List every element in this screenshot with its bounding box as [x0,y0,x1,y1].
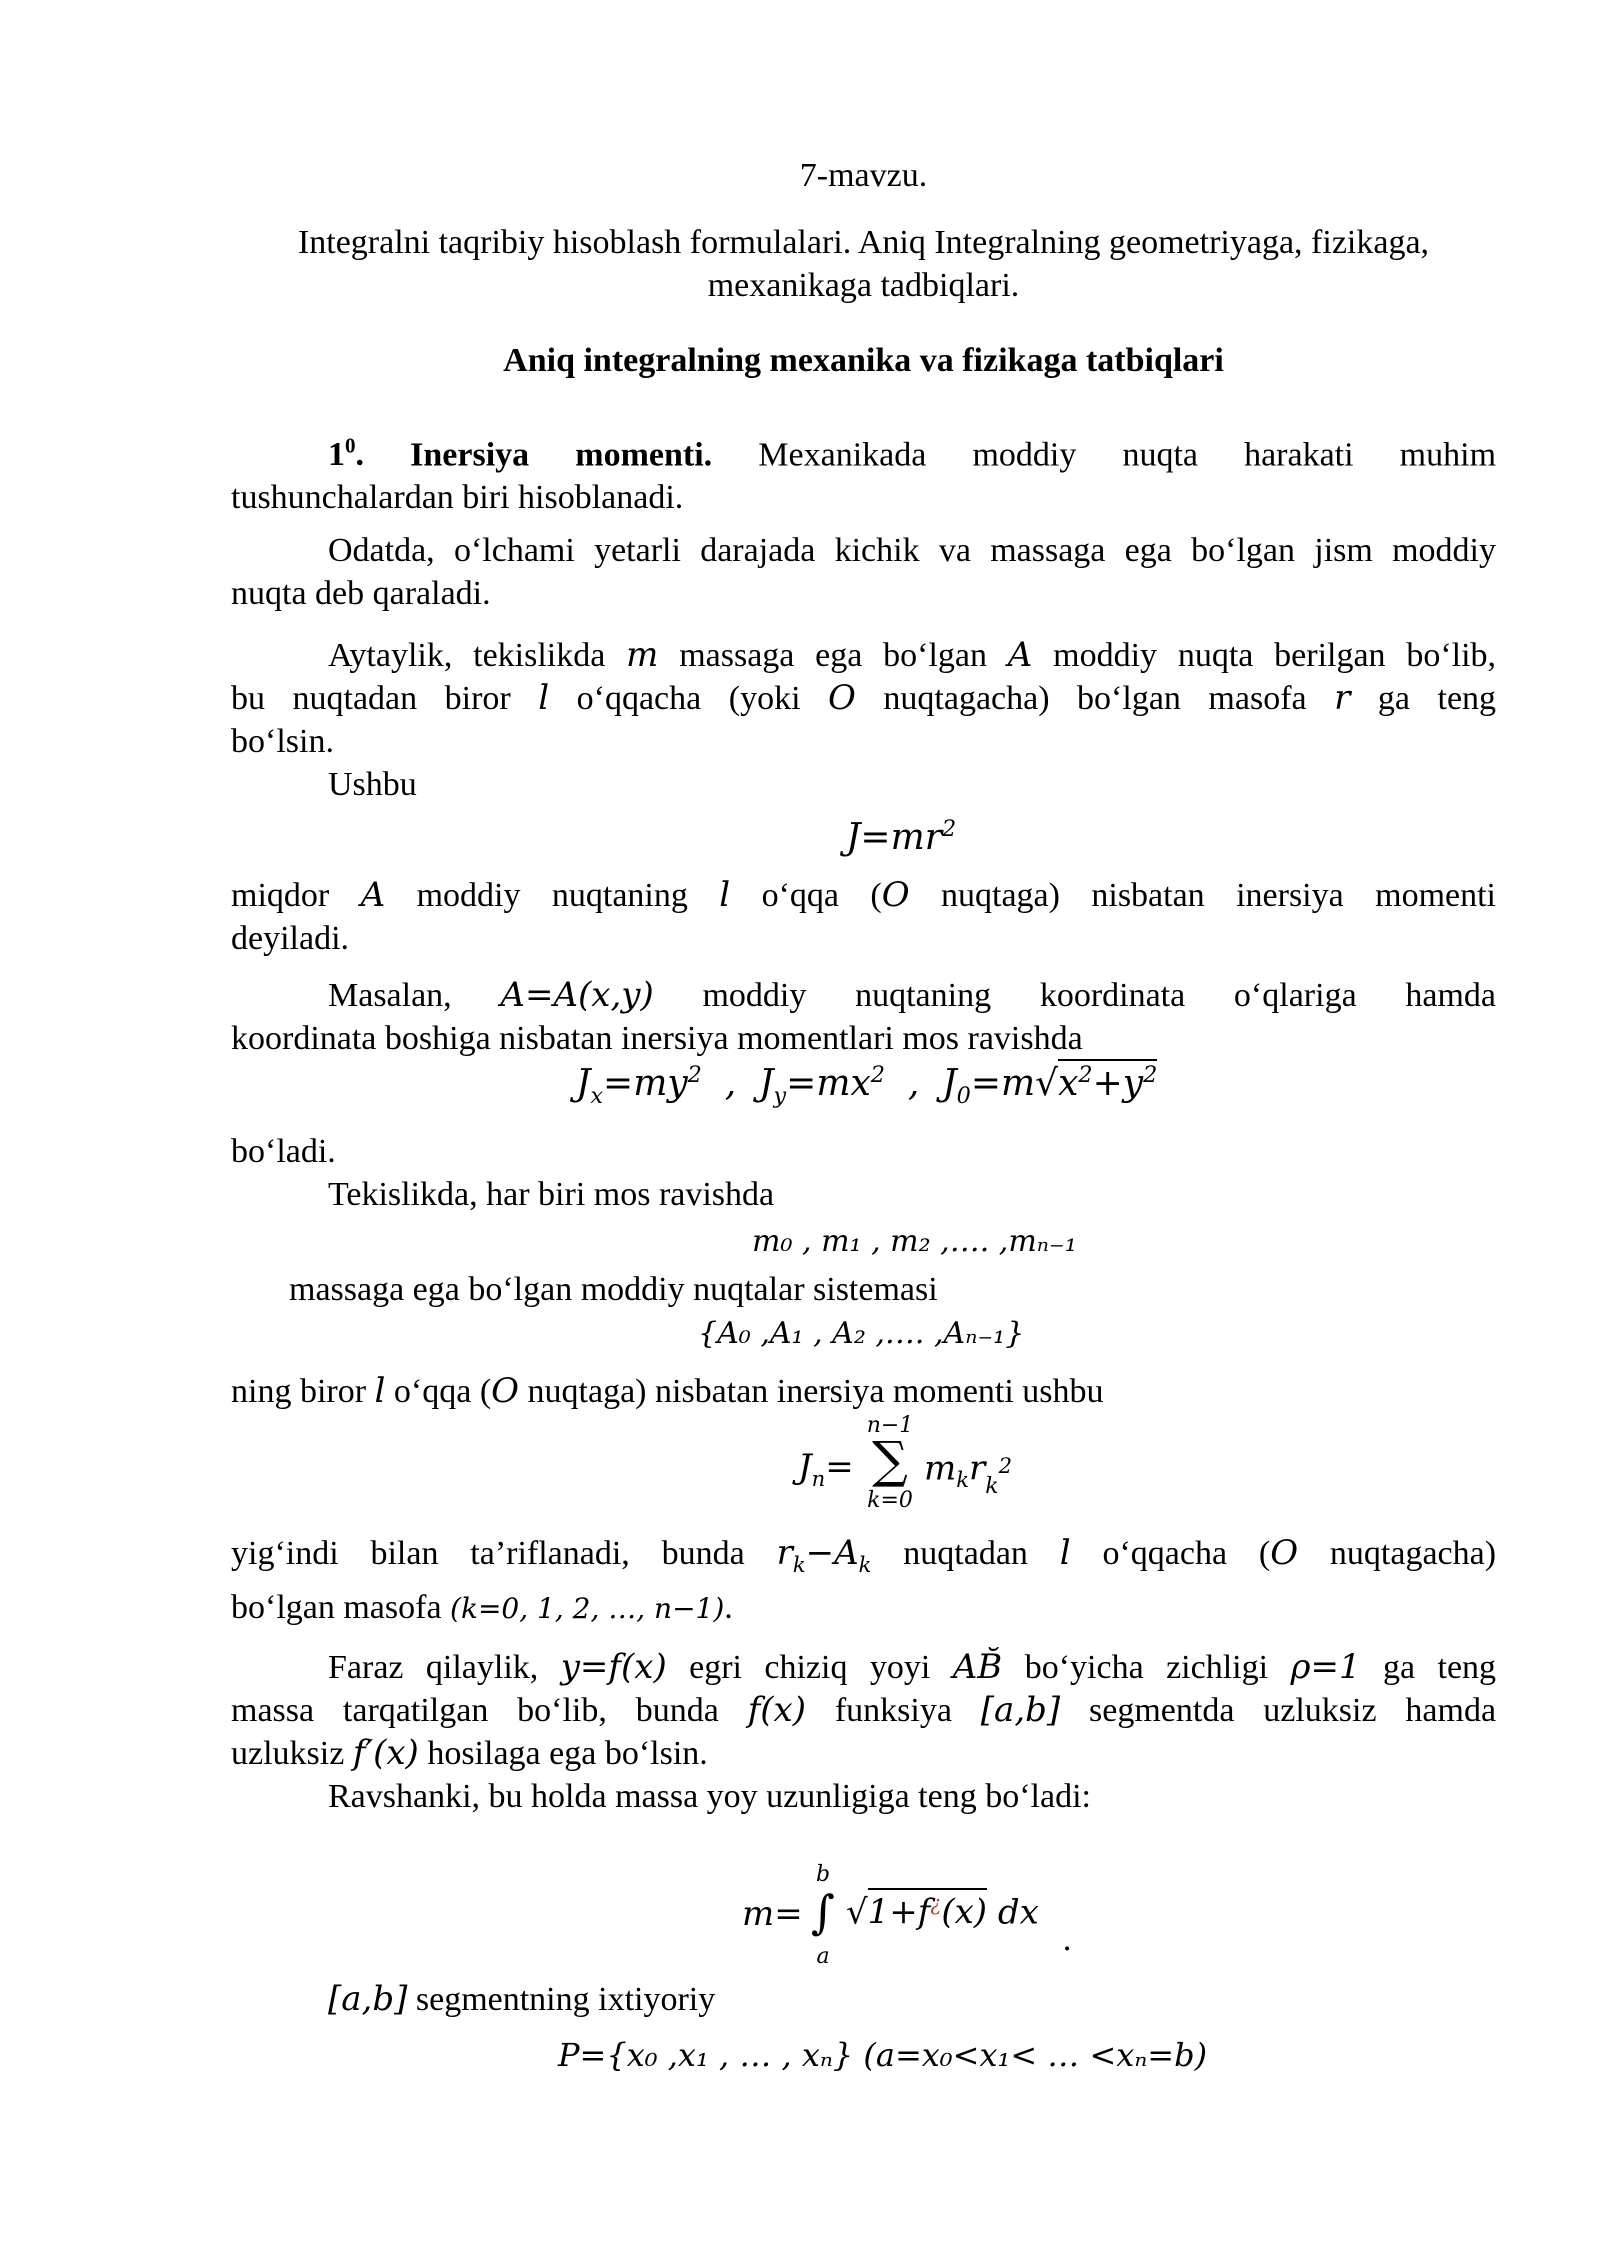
section-heading: Aniq integralning mexanika va fizikaga tatbiqlari [503,342,1224,379]
topic-number: 7-mavzu. [799,157,928,194]
paragraph-line: deyiladi. [231,920,350,957]
paragraph-line: $1^0$. Inersiya momenti. Mexanikada moddiy nuqta harakati muhim [328,434,1497,474]
paragraph-line: ning biror l o‘qqa (O nuqtaga) nisbatan inersiya momenti ushbu [231,1371,1104,1411]
var-r: r [1334,678,1351,718]
var-l: l [538,678,550,718]
paragraph-line: Aytaylik, tekislikda m massaga ega bo‘lgan A moddiy nuqta berilgan bo‘lib, [328,635,1497,675]
mass-integrand: √1+f¿(x) dx [846,1892,1039,1932]
paragraph-line: massaga ega bo‘lgan moddiy nuqtalar sistemasi [289,1271,938,1308]
sum-lhs: $J_n=$ [798,1447,854,1491]
marker-glyph: ¿ [930,1892,942,1916]
paragraph-line: bu nuqtadan biror l o‘qqacha (yoki O nuqtagacha) bo‘lgan masofa r ga teng [231,678,1497,718]
paragraph-line: nuqta deb qaraladi. [231,575,491,612]
paragraph-curve [231,1646,1496,1818]
paragraph-line: massa tarqatilgan bo‘lib, bunda f(x) funksiya [a,b] segmentda uzluksiz hamda [231,1690,1497,1730]
subtitle-line-1: Integralni taqribiy hisoblash formulalari. Aniq Integralning geometriyaga, fizikaga, [297,224,1430,261]
sum-upper-limit: n−1 [866,1413,914,1438]
var-m: m [626,635,659,675]
paragraph-line: tushunchalardan biri hisoblanadi. [231,479,684,517]
paragraph-line: Ravshanki, bu holda massa yoy uzunligiga teng bo‘ladi: [328,1778,1091,1815]
sum-lower-limit: k=0 [867,1488,913,1513]
equation-partition: P={x₀ ,x₁ , … , xₙ} (a=x₀<x₁< … <xₙ=b) [558,2036,1208,2074]
paragraph-system [231,1268,1496,1311]
paragraph-line: koordinata boshiga nisbatan inersiya momentlari mos ravishda [231,1020,1083,1057]
paragraph-material-point [231,529,1496,615]
paragraph-line: bo‘lgan masofa (k=0, 1, 2, …, n−1). [231,1588,733,1626]
paragraph-line: uzluksiz f′(x) hosilaga ega bo‘lsin. [231,1733,708,1773]
equation-end-dot: . [1062,1920,1073,1958]
paragraph-inertia-intro [231,425,1496,519]
var-A: A [1007,635,1033,675]
paragraph-line: Tekislikda, har biri mos ravishda [328,1176,775,1213]
paragraph-partition [231,1978,1496,2021]
paragraph-line: [a,b] segmentning ixtiyoriy [328,1979,716,2019]
subtitle-line-2: mexanikaga tadbiqlari. [707,267,1020,304]
paragraph-line: bo‘lsin. [231,723,334,760]
paragraph-line: miqdor A moddiy nuqtaning l o‘qqa (O nuqtaga) nisbatan inersiya momenti [231,875,1496,915]
paragraph-line: Ushbu [328,766,417,803]
document-subtitle [231,221,1496,307]
paragraph-sum-intro [231,1370,1496,1413]
equation-masses: m₀ , m₁ , m₂ ,…. ,mₙ₋₁ [752,1224,1077,1259]
sigma-icon: ∑ [872,1431,908,1489]
expr-point-A: A=A(x,y) [500,975,654,1015]
paragraph-assumption [231,634,1496,806]
paragraph-example [231,974,1496,1060]
integral-lower-limit: a [816,1944,830,1969]
integral-icon: ∫ [811,1885,835,1939]
expr-r-minus-A: $r_k-A_k$ [776,1533,872,1577]
mass-lhs: m= [742,1894,803,1934]
equation-axis-moments: $J_x=my^2$ , $J_y=mx^2$ , $J_0=m√x^2+y^2$ [576,1062,1157,1109]
term-inertia-moment: Inersiya momenti. [410,436,713,474]
paragraph-line: Masalan, A=A(x,y) moddiy nuqtaning koordinata o‘qlariga hamda [328,975,1497,1015]
paragraph-line: bo‘ladi. [231,1133,336,1170]
paragraph-definition [231,874,1496,960]
section-number: $1^0$. [328,434,365,474]
expr-k-range: (k=0, 1, 2, …, n−1) [450,1591,725,1625]
equation-inertia-moment: $J=mr^2$ [846,816,957,858]
integral-upper-limit: b [815,1862,831,1887]
sum-body: $m_kr_k^2$ [924,1448,1013,1500]
paragraph-line: Faraz qilaylik, y=f(x) egri chiziq yoyi AB̆ bo‘yicha zichligi ρ=1 ga teng [328,1647,1497,1687]
paragraph-line: Odatda, o‘lchami yetarli darajada kichik va massaga ega bo‘lgan jism moddiy [328,532,1496,569]
paragraph-line: yig‘indi bilan ta’riflanadi, bunda $r_k-A_k$ nuqtadan l o‘qqacha (O nuqtagacha) [231,1533,1497,1577]
equation-point-system: {A₀ ,A₁ , A₂ ,…. ,Aₙ₋₁} [698,1316,1025,1351]
paragraph-sum-definition [231,1532,1496,1630]
var-O: O [828,678,856,718]
paragraph-boladi [231,1130,1496,1216]
sqrt-radicand: $x^2+y^2$ [1058,1059,1157,1104]
